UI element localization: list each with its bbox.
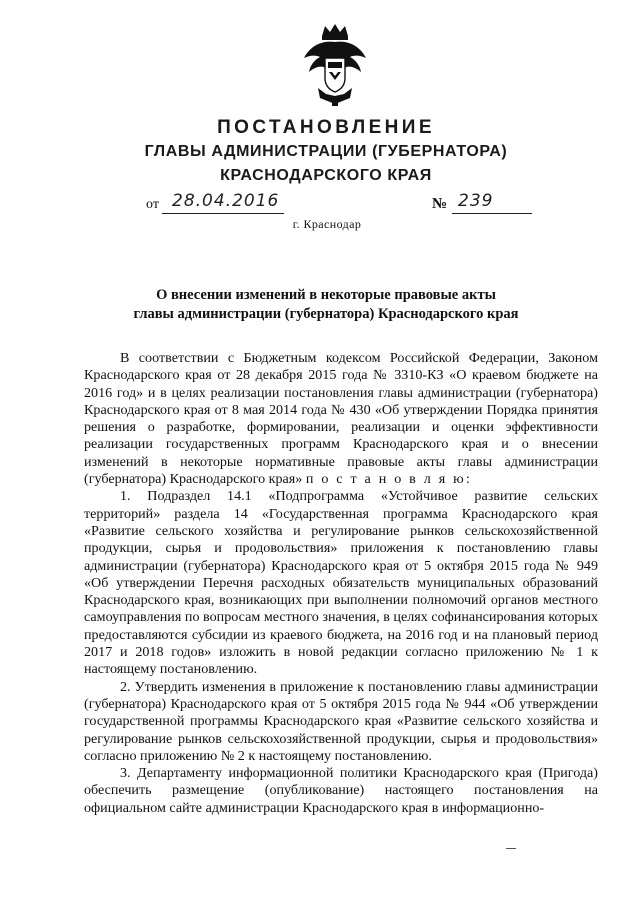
number-underline <box>452 213 532 214</box>
coat-of-arms-emblem <box>300 22 370 108</box>
date-prefix: от <box>146 197 159 212</box>
document-subject <box>0 286 640 324</box>
region-line: КРАСНОДАРСКОГО КРАЯ <box>220 167 432 184</box>
date-underline <box>162 213 284 214</box>
document-body <box>84 350 598 817</box>
issuer-line: ГЛАВЫ АДМИНИСТРАЦИИ (ГУБЕРНАТОРА) <box>144 143 508 160</box>
document-number: 239 <box>458 191 494 211</box>
subject-line-1: О внесении изменений в некоторые правовые акты <box>156 287 496 303</box>
item-3-paragraph: 3. Департаменту информационной политики Краснодарского края (Пригода) обеспечить размещение (опубликование) настоящего постановления на официальном сайте администрации Краснодарского края в информационно- <box>84 765 598 816</box>
document-title: ПОСТАНОВЛЕНИЕ <box>217 117 435 138</box>
city-line: г. Краснодар <box>292 217 362 231</box>
intro-paragraph <box>84 350 598 488</box>
document-date: 28.04.2016 <box>172 191 280 211</box>
number-prefix: № <box>432 196 448 212</box>
intro-text: В соответствии с Бюджетным кодексом Российской Федерации, Законом Краснодарского края от 28 декабря 2015 года № 3310-КЗ «О краевом бюджете на 2016 год» и в целях реализации постановления главы администрации (губернатора) Краснодарского края от 8 мая 2014 года № 430 «Об утверждении Порядка принятия решения о разработке, формировании, реализации и оценки эффективности реализации государственных программ Краснодарского края и о внесении изменений в некоторые нормативные правовые акты главы администрации (губернатора) Краснодарского края» <box>84 350 598 488</box>
item-2-paragraph: 2. Утвердить изменения в приложение к постановлению главы администрации (губернатора) Краснодарского края от 5 октября 2015 года № 944 «Об утверждении государственной программы Краснодарского края «Развитие сельского хозяйства и регулирование рынков сельскохозяйственной продукции, сырья и продовольствия» согласно приложению № 2 к настоящему постановлению. <box>84 678 598 764</box>
page-mark <box>506 848 516 849</box>
subject-line-2: главы администрации (губернатора) Краснодарского края <box>133 306 519 322</box>
coat-of-arms-icon <box>300 22 370 108</box>
item-1-paragraph: 1. Подраздел 14.1 «Подпрограмма «Устойчивое развитие сельских территорий» раздела 14 «Государственная программа Краснодарского края «Развитие сельского хозяйства и регулирование рынков сельскохозяйственной продукции, сырья и продовольствия» приложения к постановлению главы администрации (губернатора) Краснодарского края от 5 октября 2015 года № 949 «Об утверждении Перечня расходных обязательств муниципальных образований Краснодарского края, возникающих при выполнении полномочий органов местного самоуправления по вопросам местного значения, в целях софинансирования которых предоставляются субсидии из краевого бюджета, на 2016 год и на плановый период 2017 и 2018 годов» изложить в новой редакции согласно приложению № 1 к настоящему постановлению. <box>84 488 598 678</box>
resolve-verb: п о с т а н о в л я ю: <box>305 471 472 488</box>
